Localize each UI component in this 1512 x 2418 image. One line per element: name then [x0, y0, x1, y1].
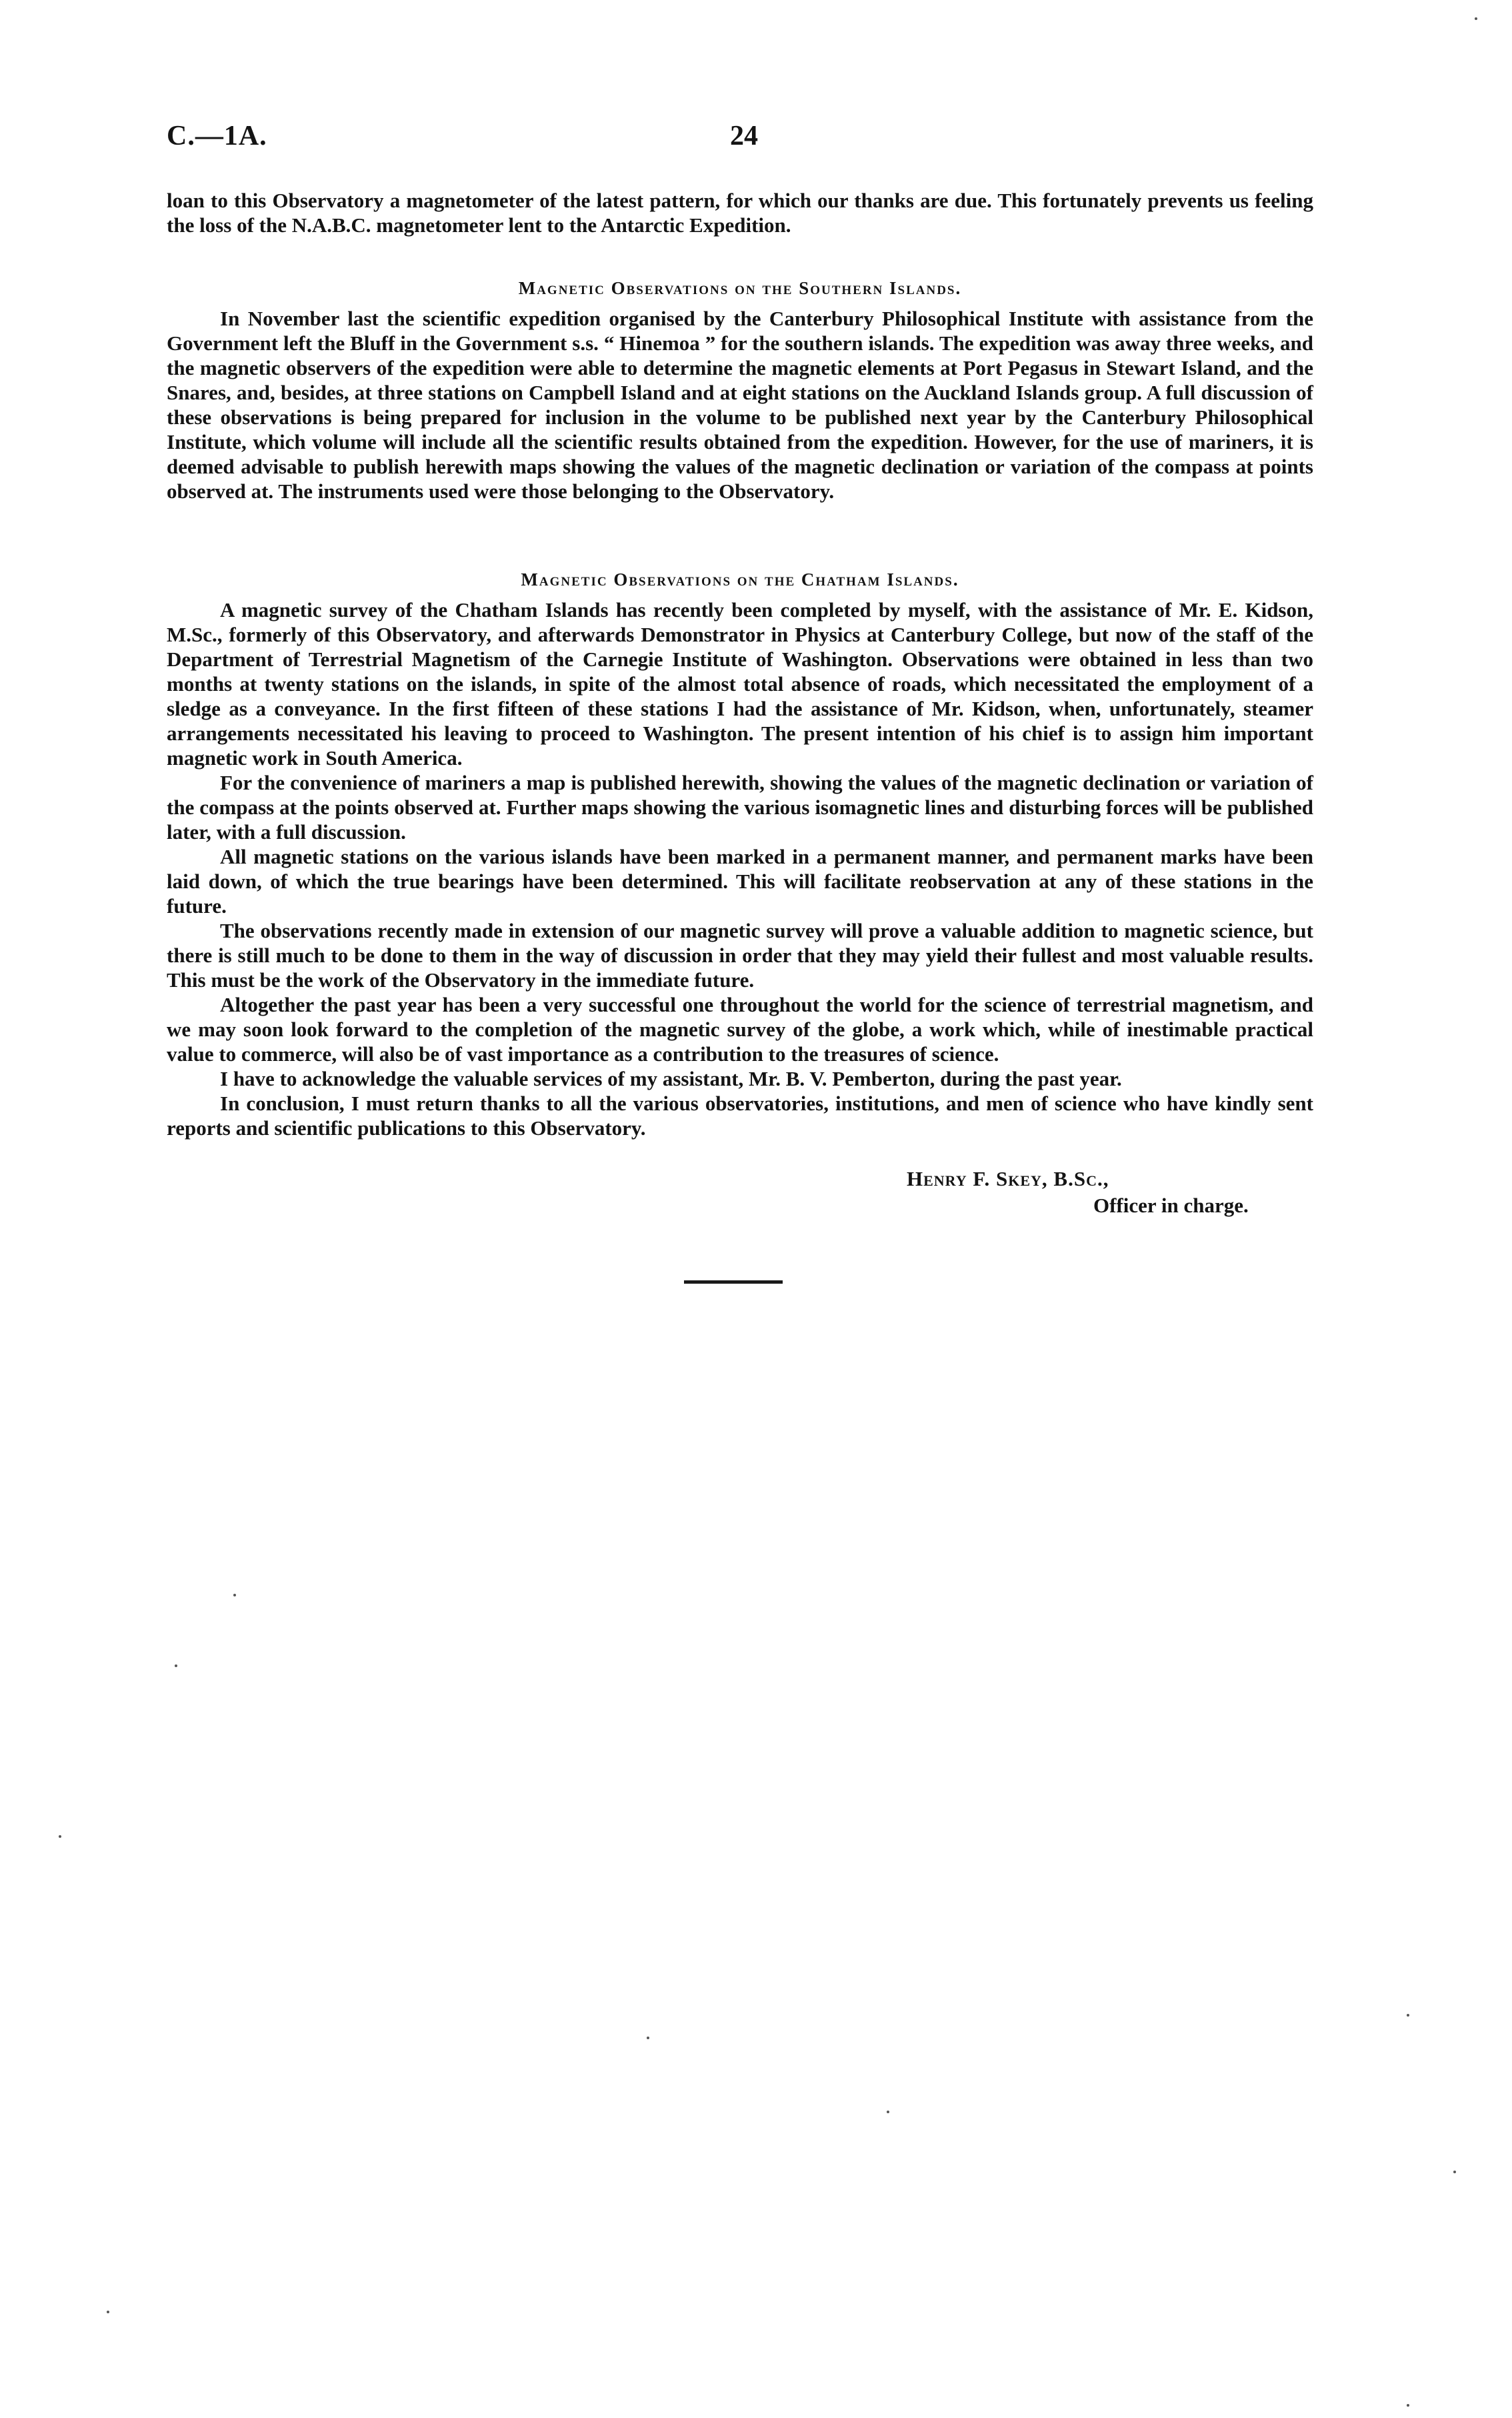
section-heading-chatham-islands: Magnetic Observations on the Chatham Islands. — [521, 569, 959, 589]
scan-speck — [1407, 2014, 1409, 2017]
signature-block — [167, 1166, 1313, 1219]
closing-rule — [684, 1280, 783, 1284]
section-heading-southern-islands: Magnetic Observations on the Southern Islands. — [518, 278, 962, 298]
scan-speck — [175, 1664, 177, 1667]
scan-speck — [233, 1594, 236, 1596]
intro-paragraph: loan to this Observatory a magnetometer of the latest pattern, for which our thanks are due. This fortunately prevents us feeling the loss of the N.A.B.C. magnetometer lent to the Antarctic Expedition. — [167, 189, 1313, 237]
scan-speck — [647, 2037, 649, 2039]
chatham-paragraph-survey: A magnetic survey of the Chatham Islands has recently been completed by myself, with the assistance of Mr. E. Kidson, M.Sc., formerly of this Observatory, and afterwards Demonstrator in Physics at Canterbury College, but now of the staff of the Department of Terrestrial Magnetism of the Carnegie Institute of Washington. Observations were obtained in less than two months at twenty stations on the islands, in spite of the almost total absence of roads, which necessitated the employment of a sledge as a conveyance. In the first fifteen of these stations I had the assistance of Mr. Kidson, when, unfortunately, steamer arrangements necessitated his leaving to proceed to Washington. The present intention of his chief is to assign him important magnetic work in South America. — [167, 598, 1313, 770]
chatham-paragraph-observations: The observations recently made in extension of our magnetic survey will prove a valuable addition to magnetic science, but there is still much to be done to them in the way of discussion in order that they may yield their fullest and most valuable results. This must be the work of the Observatory in the immediate future. — [167, 919, 1313, 992]
chatham-paragraph-acknowledgement: I have to acknowledge the valuable services of my assistant, Mr. B. V. Pemberton, during the past year. — [220, 1067, 1122, 1090]
scan-speck — [59, 1835, 61, 1838]
page-header — [167, 120, 1313, 160]
scan-speck — [887, 2111, 889, 2113]
scan-speck — [107, 2311, 109, 2313]
chatham-paragraph-conclusion: In conclusion, I must return thanks to all the various observatories, institutions, and men of science who have kindly sent reports and scientific publications to this Observatory. — [167, 1092, 1313, 1140]
page-number: 24 — [730, 121, 758, 151]
page-body — [167, 188, 1313, 1284]
scan-speck — [1453, 2171, 1456, 2173]
document-code: C.—1A. — [167, 121, 267, 151]
chatham-paragraph-mariners: For the convenience of mariners a map is published herewith, showing the values of the magnetic declination or variation of the compass at the points observed at. Further maps showing the various isomagnetic lines and disturbing forces will be published later, with a full discussion. — [167, 771, 1313, 844]
scan-speck — [1407, 2404, 1409, 2407]
southern-islands-paragraph: In November last the scientific expedition organised by the Canterbury Philosophical Institute with assistance from the Government left the Bluff in the Government s.s. “ Hinemoa ” for the southern islands. The expedition was away three weeks, and the magnetic observers of the expedition were able to determine the magnetic elements at Port Pegasus in Stewart Island, and the Snares, and, besides, at three stations on Campbell Island and at eight stations on the Auckland Islands group. A full discussion of these observations is being prepared for inclusion in the volume to be published next year by the Canterbury Philosophical Institute, which volume will include all the scientific results obtained from the expedition. However, for the use of mariners, it is deemed advisable to publish herewith maps showing the values of the magnetic declination or variation of the compass at points observed at. The instruments used were those belonging to the Observatory. — [167, 307, 1313, 503]
signatory-name: Henry F. Skey, B.Sc., — [907, 1167, 1109, 1190]
chatham-paragraph-past-year: Altogether the past year has been a very successful one throughout the world for the science of terrestrial magnetism, and we may soon look forward to the completion of the magnetic survey of the globe, a work which, while of inestimable practical value to commerce, will also be of vast importance as a contribution to the treasures of science. — [167, 993, 1313, 1066]
chatham-paragraph-stations: All magnetic stations on the various islands have been marked in a permanent manner, and permanent marks have been laid down, of which the true bearings have been determined. This will facilitate reobservation at any of these stations in the future. — [167, 845, 1313, 918]
scan-speck — [1475, 17, 1477, 20]
signatory-role: Officer in charge. — [1093, 1194, 1249, 1217]
